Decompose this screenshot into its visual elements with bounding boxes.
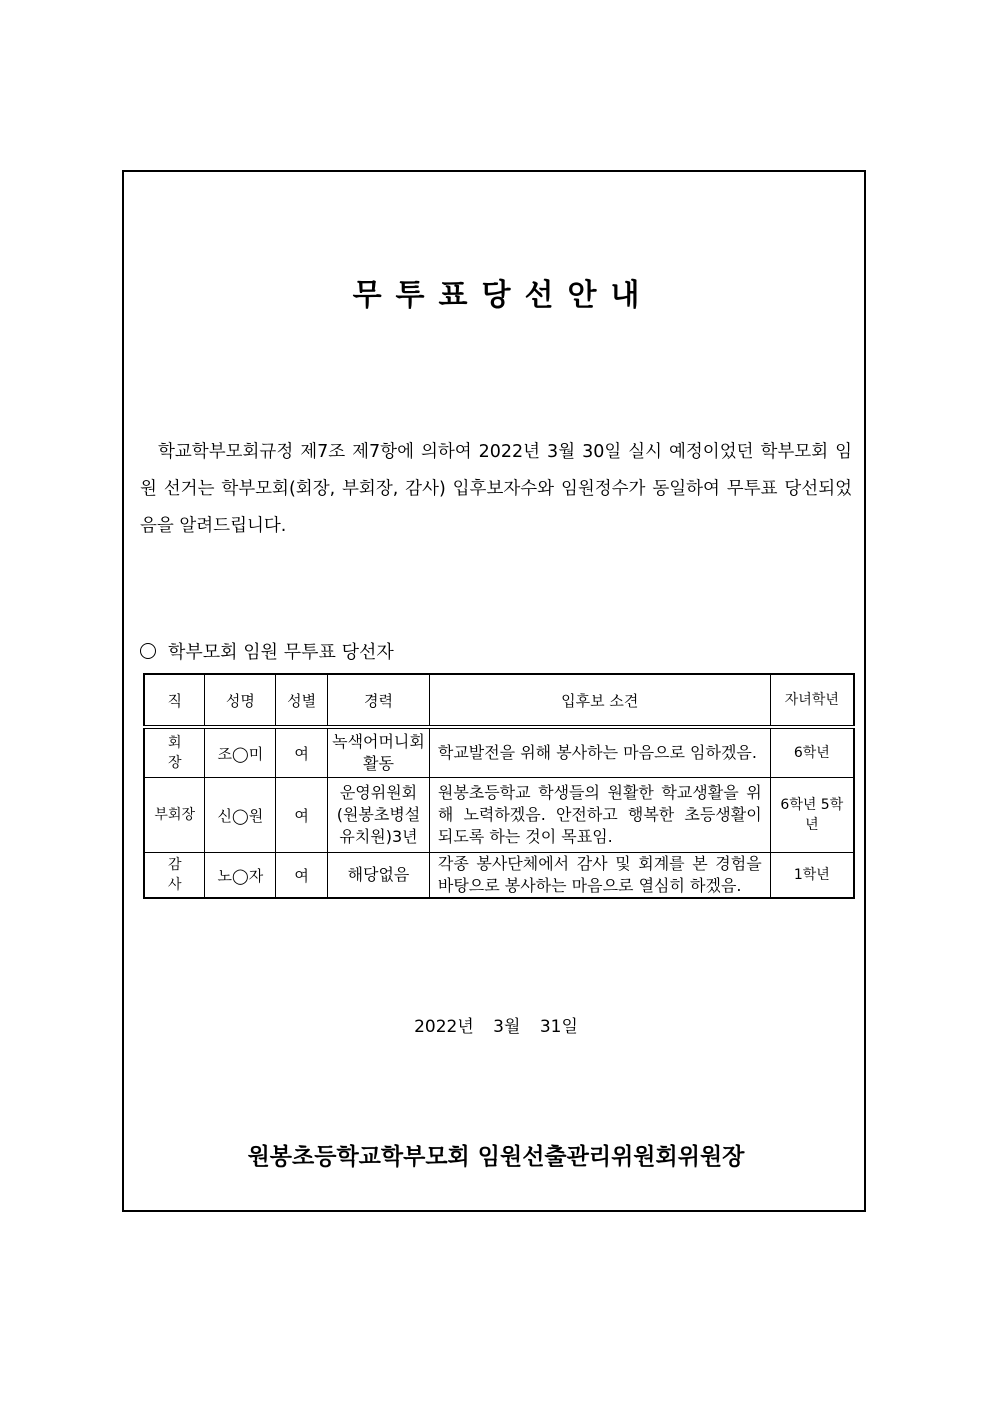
notice-paragraph — [140, 434, 852, 545]
header-position: 직 — [144, 674, 205, 727]
cell-opinion: 원봉초등학교 학생들의 원활한 학교생활을 위해 노력하겠음. 안전하고 행복한 초등생활이 되도록 하는 것이 목표임. — [429, 778, 770, 853]
signer-title: 원봉초등학교학부모회 임원선출관리위원회위원장 — [247, 1143, 745, 1170]
notice-paragraph-text: 학교학부모회규정 제7조 제7항에 의하여 2022년 3월 30일 실시 예정이었던 학부모회 임원 선거는 학부모회(회장, 부회장, 감사) 입후보자수와 임원정수가 동일하여 무투표 당선되었음을 알려드립니다. — [140, 442, 852, 536]
cell-gender: 여 — [276, 727, 328, 778]
cell-career: 녹색어머니회 활동 — [328, 727, 430, 778]
elected-officers-table — [143, 673, 855, 899]
cell-position: 부회장 — [144, 778, 205, 853]
cell-grade: 1학년 — [770, 853, 854, 899]
cell-grade: 6학년 5학년 — [770, 778, 854, 853]
cell-career: 운영위원회 (원봉초병설 유치원)3년 — [328, 778, 430, 853]
cell-name: 조◯미 — [205, 727, 276, 778]
notice-date: 2022년 3월 31일 — [414, 1017, 578, 1037]
cell-position: 회장 — [144, 727, 205, 778]
section-heading-text: 학부모회 임원 무투표 당선자 — [168, 642, 394, 663]
header-name: 성명 — [205, 674, 276, 727]
header-gender: 성별 — [276, 674, 328, 727]
cell-career: 해당없음 — [328, 853, 430, 899]
header-career: 경력 — [328, 674, 430, 727]
section-heading — [140, 638, 394, 664]
table-header-row — [144, 674, 854, 727]
header-grade: 자녀학년 — [770, 674, 854, 727]
cell-gender: 여 — [276, 853, 328, 899]
cell-name: 신◯원 — [205, 778, 276, 853]
cell-gender: 여 — [276, 778, 328, 853]
cell-opinion: 각종 봉사단체에서 감사 및 회계를 본 경험을 바탕으로 봉사하는 마음으로 열심히 하겠음. — [429, 853, 770, 899]
notice-title: 무투표당선안내 — [352, 278, 654, 313]
header-opinion: 입후보 소견 — [429, 674, 770, 727]
circle-bullet-icon — [140, 643, 156, 659]
cell-position: 감사 — [144, 853, 205, 899]
table-row — [144, 778, 854, 853]
table-row — [144, 853, 854, 899]
table-row — [144, 727, 854, 778]
cell-opinion: 학교발전을 위해 봉사하는 마음으로 임하겠음. — [429, 727, 770, 778]
cell-grade: 6학년 — [770, 727, 854, 778]
cell-name: 노◯자 — [205, 853, 276, 899]
